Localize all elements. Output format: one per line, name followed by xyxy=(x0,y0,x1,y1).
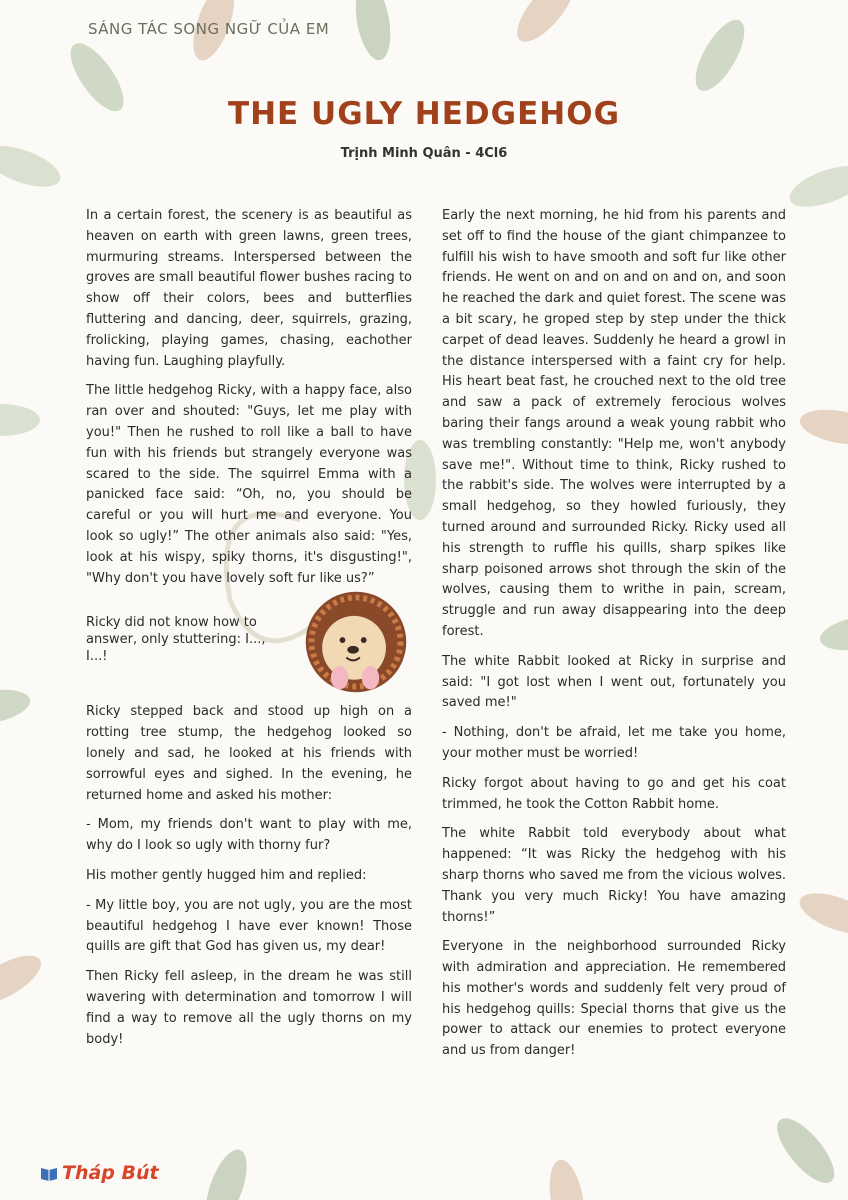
illustration-block xyxy=(86,598,412,690)
story-paragraph: Ricky stepped back and stood up high on a rotting tree stump, the hedgehog looked so lonely and sad, he looked at his friends with sorrowful eyes and sighed. In the evening, he returned home and asked his mother: xyxy=(86,704,412,803)
story-paragraph: - Mom, my friends don't want to play with me, why do I look so ugly with thorny fur? xyxy=(86,817,412,854)
story-paragraph: The white Rabbit looked at Ricky in surprise and said: "I got lost when I went out, fortunately you saved me!" xyxy=(442,653,786,711)
section-label: SÁNG TÁC SONG NGỮ CỦA EM xyxy=(88,20,330,38)
story-paragraph: Ricky forgot about having to go and get his coat trimmed, he took the Cotton Rabbit home. xyxy=(442,775,786,812)
story-paragraph: Early the next morning, he hid from his parents and set off to find the house of the giant chimpanzee to fulfill his wish to have smooth and soft fur like other friends. He went on and on and on and on, and soon he reached the dark and quiet forest. The scene was a bit scary, he groped step by step under the thick carpet of dead leaves. Suddenly he heard a growl in the distance interspersed with a faint cry for help. His heart beat fast, he crouched next to the old tree and saw a pack of extremely ferocious wolves baring their fangs around a weak young rabbit who was trembling constantly: "Help me, won't anybody save me!". Without time to think, Ricky rushed to the rabbit's side. The wolves were interrupted by a small hedgehog, so they howled furiously, they turned around and surrounded Ricky. Ricky used all his strength to ruffle his quills, sharp spikes like sharp poisoned arrows shot through the skin of the wolves, causing them to writhe in pain, scream, struggle and run away disappearing into the deep forest. xyxy=(442,208,786,639)
story-paragraph: The white Rabbit told everybody about what happened: “It was Ricky the hedgehog with his sharp thorns who saved me from the vicious wolves. Thank you very much Ricky! You have amazing thorns!” xyxy=(442,826,786,925)
story-right-column xyxy=(442,206,786,1071)
publisher-logo xyxy=(40,1162,159,1184)
story-paragraph: - My little boy, you are not ugly, you are the most beautiful hedgehog I have ever known! Those quills are gift that God has given us, my dear! xyxy=(86,897,412,955)
story-paragraph: The little hedgehog Ricky, with a happy face, also ran over and shouted: "Guys, let me play with you!" Then he rushed to roll like a ball to have fun with his friends but strangely everyone was scared to the side. The squirrel Emma with a panicked face said: “Oh, no, you should be careful or you will hurt me and everyone. You look so ugly!” The other animals also said: "Yes, look at his wispy, spiky thorns, it's disgusting!", "Why don't you have lovely soft fur like us?” xyxy=(86,383,412,586)
logo-text: Tháp Bút xyxy=(62,1162,159,1184)
story-title: THE UGLY HEDGEHOG xyxy=(227,96,621,132)
story-left-column xyxy=(86,206,412,1059)
story-paragraph: In a certain forest, the scenery is as beautiful as heaven on earth with green lawns, green trees, murmuring streams. Interspersed between the groves are small beautiful flower bushes racing to show off their colors, bees and butterflies fluttering and dancing, deer, squirrels, grazing, frolicking, playing games, chasing, eachother having fun. Laughing playfully. xyxy=(86,208,412,369)
book-icon xyxy=(40,1164,58,1182)
image-caption: Ricky did not know how to answer, only stuttering: I..., I...! xyxy=(86,615,266,665)
story-paragraph: Everyone in the neighborhood surrounded Ricky with admiration and appreciation. He remembered his mother's words and suddenly felt very proud of his hedgehog quills: Special thorns that give us the power to attack our enemies to protect everyone and us from danger! xyxy=(442,939,786,1059)
story-paragraph: - Nothing, don't be afraid, let me take you home, your mother must be worried! xyxy=(442,725,786,761)
story-paragraph: His mother gently hugged him and replied: xyxy=(86,867,367,883)
author-line: Trịnh Minh Quân - 4Cl6 xyxy=(340,146,508,161)
story-paragraph: Then Ricky fell asleep, in the dream he was still wavering with determination and tomorrow I will find a way to remove all the ugly thorns on my body! xyxy=(86,969,412,1047)
hedgehog-illustration-icon xyxy=(298,584,414,700)
